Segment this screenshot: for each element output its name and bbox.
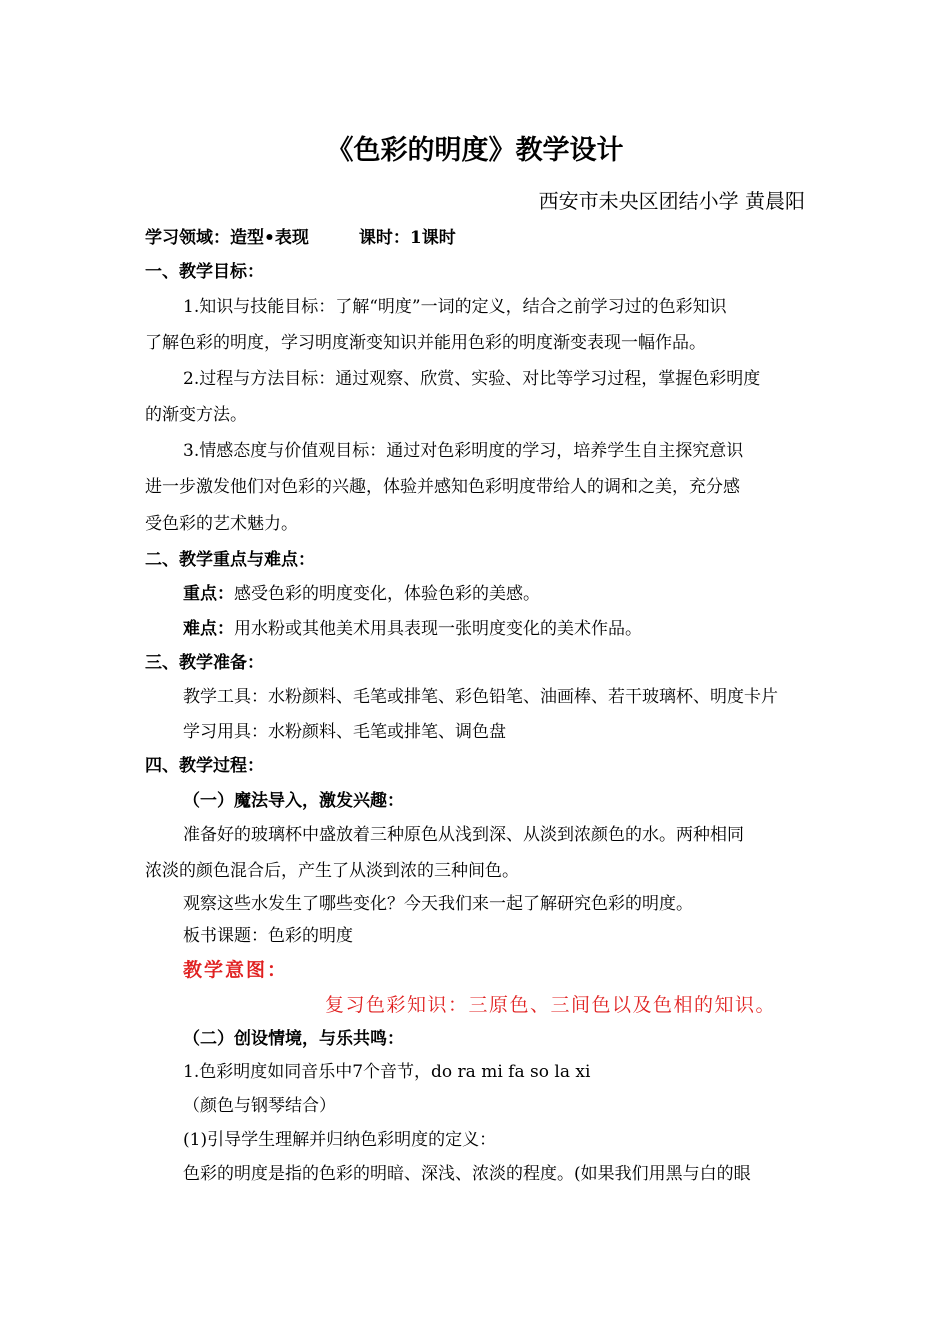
goal-2-line-1: 2.过程与方法目标：通过观察、欣赏、实验、对比等学习过程，掌握色彩明度 — [183, 369, 761, 389]
goal-1-line-2: 了解色彩的明度，学习明度渐变知识并能用色彩的明度渐变表现一幅作品。 — [145, 333, 706, 353]
page-title: 《色彩的明度》教学设计 — [326, 135, 624, 166]
difficult-point-label: 难点： — [183, 619, 234, 639]
paragraph-1-line-1: 准备好的玻璃杯中盛放着三种原色从浅到深、从淡到浓颜色的水。两种相同 — [183, 825, 744, 845]
key-point-label: 重点： — [183, 584, 234, 604]
paragraph-2: 观察这些水发生了哪些变化？今天我们来一起了解研究色彩的明度。 — [183, 894, 693, 914]
key-point — [183, 583, 540, 605]
subsection-2-heading: （二）创设情境，与乐共鸣： — [183, 1029, 404, 1049]
difficult-point-text: 用水粉或其他美术用具表现一张明度变化的美术作品。 — [234, 619, 642, 639]
subsection-1-heading: （一）魔法导入，激发兴趣： — [183, 791, 404, 811]
goal-2-line-2: 的渐变方法。 — [145, 405, 247, 425]
paragraph-1-line-2: 浓淡的颜色混合后，产生了从淡到浓的三种间色。 — [145, 861, 519, 881]
difficult-point — [183, 618, 642, 640]
goal-3-line-1: 3.情感态度与价值观目标：通过对色彩明度的学习，培养学生自主探究意识 — [183, 441, 744, 461]
study-tools: 学习用具：水粉颜料、毛笔或排笔、调色盘 — [183, 722, 506, 742]
teaching-tools: 教学工具：水粉颜料、毛笔或排笔、彩色铅笔、油画棒、若干玻璃杯、明度卡片 — [183, 687, 778, 707]
section-3-heading: 三、教学准备： — [145, 653, 264, 673]
meta-line — [145, 227, 456, 249]
section-2-heading: 二、教学重点与难点： — [145, 550, 315, 570]
section-1-heading: 一、教学目标： — [145, 262, 264, 282]
section-4-heading: 四、教学过程： — [145, 756, 264, 776]
paragraph-7: 色彩的明度是指的色彩的明暗、深浅、浓淡的程度。(如果我们用黑与白的眼 — [183, 1164, 751, 1184]
paragraph-6: (1)引导学生理解并归纳色彩明度的定义： — [183, 1130, 497, 1150]
key-point-text: 感受色彩的明度变化，体验色彩的美感。 — [234, 584, 540, 604]
goal-3-line-2: 进一步激发他们对色彩的兴趣，体验并感知色彩明度带给人的调和之美，充分感 — [145, 477, 740, 497]
paragraph-3: 板书课题：色彩的明度 — [183, 926, 353, 946]
learning-field: 学习领域：造型•表现 — [145, 228, 309, 248]
paragraph-5: （颜色与钢琴结合） — [183, 1096, 336, 1116]
paragraph-4: 1.色彩明度如同音乐中7个音节，do ra mi fa so la xi — [183, 1062, 591, 1082]
teaching-intent-heading: 教学意图： — [183, 959, 289, 981]
goal-3-line-3: 受色彩的艺术魅力。 — [145, 514, 298, 534]
class-period: 课时：1课时 — [358, 228, 456, 248]
teaching-intent-text: 复习色彩知识：三原色、三间色以及色相的知识。 — [325, 994, 777, 1016]
goal-1-line-1: 1.知识与技能目标：了解“明度”一词的定义，结合之前学习过的色彩知识 — [183, 297, 727, 317]
author-line: 西安市未央区团结小学 黄晨阳 — [538, 189, 805, 213]
